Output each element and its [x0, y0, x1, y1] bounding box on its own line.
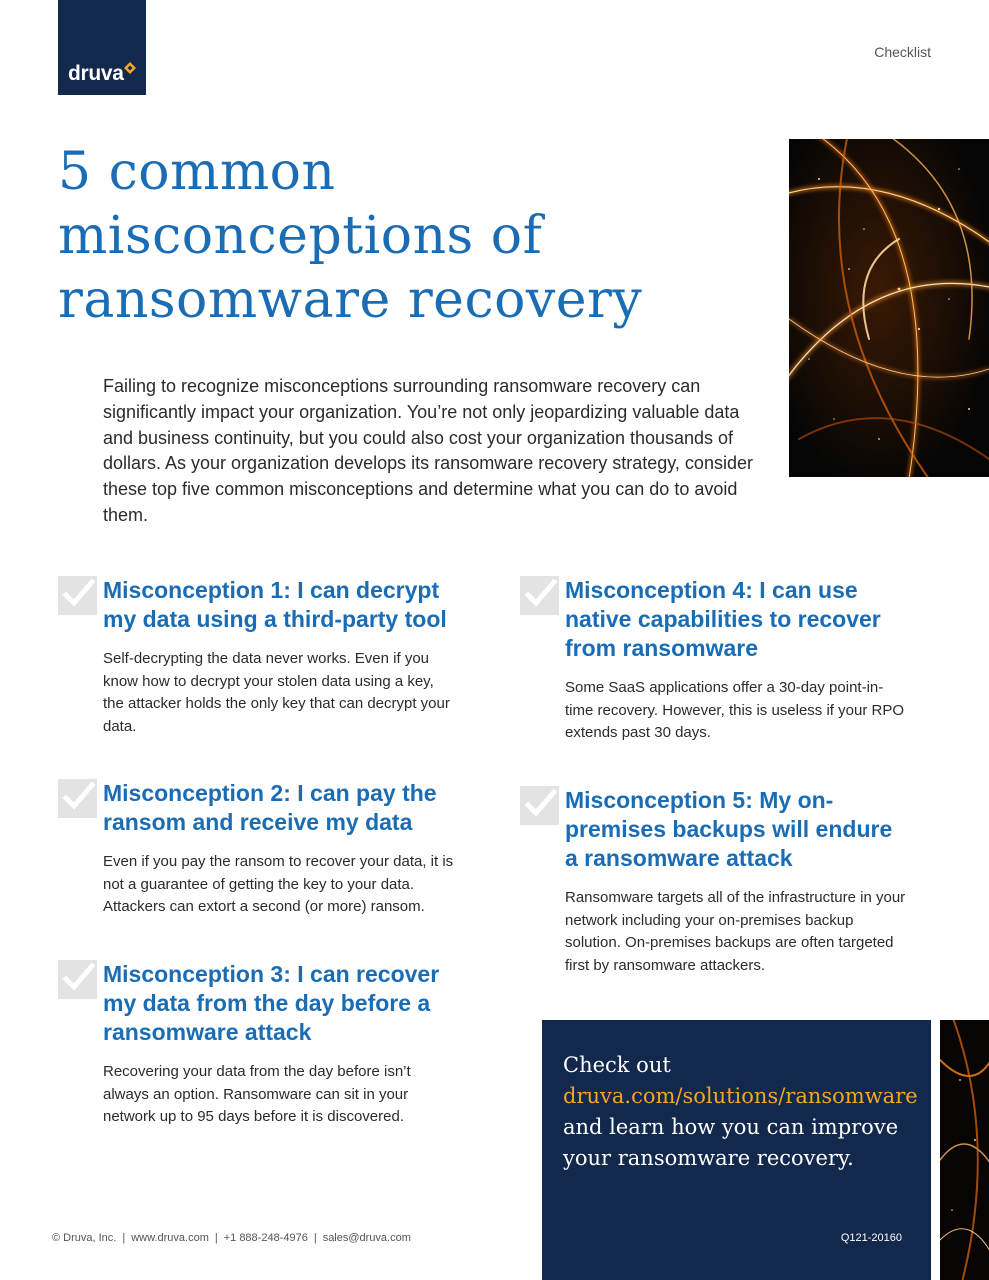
checkmark-icon — [520, 786, 559, 825]
cta-box — [542, 1020, 931, 1280]
checkmark-icon — [58, 960, 97, 999]
checkmark-icon — [520, 576, 559, 615]
misconception-heading: Misconception 2: I can pay the ransom and receive my data — [103, 780, 437, 835]
misconception-item — [103, 960, 443, 1129]
cta-suffix: and learn how you can improve your ransomware recovery. — [563, 1115, 899, 1170]
footer-separator: | — [313, 1232, 317, 1244]
misconception-body: Self-decrypting the data never works. Even if you know how to decrypt your stolen data using a key, the attacker holds the only key that can decrypt your data. — [103, 650, 450, 735]
document-type-label: Checklist — [874, 44, 931, 60]
misconception-item — [565, 786, 910, 977]
misconception-item — [103, 576, 453, 738]
footer — [52, 1232, 411, 1244]
misconception-body: Ransomware targets all of the infrastructure in your network including your on-premises backup solution. On-premises backups are often targeted first by ransomware attackers. — [565, 889, 906, 974]
misconception-heading: Misconception 4: I can use native capabilities to recover from ransomware — [565, 577, 881, 661]
footer-email-link[interactable]: sales@druva.com — [322, 1232, 411, 1244]
hero-abstract-image — [789, 139, 989, 477]
footer-separator: | — [214, 1232, 218, 1244]
ransomware-solutions-link[interactable]: druva.com/solutions/ransomware — [563, 1084, 918, 1108]
misconception-item — [565, 576, 905, 745]
logo-diamond-icon — [124, 62, 136, 74]
footer-copyright: © Druva, Inc. — [52, 1232, 117, 1244]
title-line-1: 5 common — [58, 142, 336, 202]
footer-website-link[interactable]: www.druva.com — [131, 1232, 209, 1244]
document-code: Q121-20160 — [840, 1232, 902, 1244]
misconception-heading: Misconception 5: My on-premises backups will endure a ransomware attack — [565, 787, 893, 871]
misconception-body: Recovering your data from the day before isn’t always an option. Ransomware can sit in your network up to 95 days before it is discovered. — [103, 1063, 411, 1126]
logo-wordmark: druva — [68, 62, 124, 85]
misconception-body: Even if you pay the ransom to recover your data, it is not a guarantee of getting the key to your data. Attackers can extort a second (or more) ransom. — [103, 853, 454, 916]
checkmark-icon — [58, 779, 97, 818]
page-title — [58, 140, 678, 332]
misconception-item — [103, 779, 463, 919]
title-line-3: ransomware recovery — [58, 270, 643, 330]
druva-logo — [58, 0, 146, 95]
footer-separator: | — [122, 1232, 126, 1244]
side-abstract-image — [940, 1020, 989, 1280]
footer-phone: +1 888-248-4976 — [223, 1232, 308, 1244]
misconception-heading: Misconception 3: I can recover my data from the day before a ransomware attack — [103, 961, 440, 1045]
misconception-body: Some SaaS applications offer a 30-day point-in-time recovery. However, this is useless if your RPO extends past 30 days. — [565, 679, 904, 742]
misconception-heading: Misconception 1: I can decrypt my data using a third-party tool — [103, 577, 447, 632]
title-line-2: misconceptions of — [58, 206, 543, 266]
cta-text — [563, 1050, 918, 1174]
cta-prefix: Check out — [563, 1053, 671, 1077]
checkmark-icon — [58, 576, 97, 615]
intro-paragraph: Failing to recognize misconceptions surrounding ransomware recovery can significantly impact your organization. You’re not only jeopardizing valuable data and business continuity, but you could also cost your organization thousands of dollars. As your organization develops its ransomware recovery strategy, consider these top five common misconceptions and determine what you can do to avoid them. — [103, 376, 753, 525]
